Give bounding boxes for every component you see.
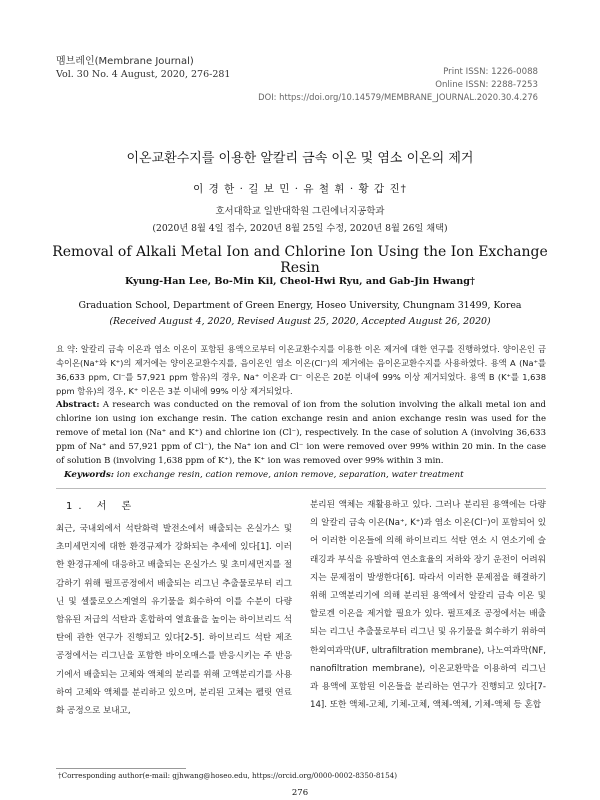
keywords <box>64 470 554 480</box>
authors-english: Kyung-Han Lee, Bo-Min Kil, Cheol-Hwi Ryu, and Gab-Jin Hwang† <box>125 276 475 287</box>
dates-korean: (2020년 8월 4일 접수, 2020년 8월 25일 수정, 2020년 8월 26일 채택) <box>152 223 448 234</box>
authors-korean: 이 경 한 · 길 보 민 · 유 철 휘 · 황 갑 진† <box>193 183 407 195</box>
abstract-english <box>56 398 546 468</box>
page-number: 276 <box>291 788 309 798</box>
body-column-left: 최근, 국내외에서 석탄화력 발전소에서 배출되는 온실가스 및 초미세먼지에 대한 환경규제가 강화되는 추세에 있다[1]. 이러한 환경규제에 대응하고 배출되는 온실가스 및 초미세먼지를 절감하기 위해 펄프공정에서 배출되는 리그닌 추출물로부터 리그닌 및 셀룰로오스계열의 유기물을 회수하여 이를 수분이 다량 함유된 저급의 석탄과 혼합하여 열효율을 높이는 하이브리드 석탄에 관한 연구가 진행되고 있다[2-5]. 하이브리드 석탄 제조 공정에서는 리그닌을 포함한 바이오매스를 반응시키는 주 반응기에서 배출되는 고체와 액체의 분리를 위해 고액분리기를 사용하여 고체와 액체를 분리하고 있으며, 분리된 고체는 펠릿 연료화 공정으로 보내고, <box>56 524 292 717</box>
abstract-korean: 요 약: 알칼리 금속 이온과 염소 이온이 포함된 용액으로부터 이온교환수지를 이용한 이온 제거에 대한 연구를 진행하였다. 양이온인 금속이온(Na⁺와 K⁺)의 제거에는 양이온교환수지를, 음이온인 염소 이온(Cl⁻)의 제거에는 음이온교환수지를 사용하였다. 용액 A (Na⁺를 36,633 ppm, Cl⁻를 57,921 ppm 함유)의 경우, Na⁺ 이온과 Cl⁻ 이온은 20분 이내에 99% 이상 제거되었다. 용액 B (K⁺를 1,638 ppm 함유)의 경우, K⁺ 이온은 3분 이내에 99% 이상 제거되었다. <box>56 344 546 396</box>
title-korean: 이온교환수지를 이용한 알칼리 금속 이온 및 염소 이온의 제거 <box>126 151 474 166</box>
footnote-divider <box>56 768 186 769</box>
section-divider <box>56 488 546 489</box>
abstract-label: Abstract: <box>56 400 100 410</box>
keywords-text: ion exchange resin, cation remove, anion remove, separation, water treatment <box>116 470 464 480</box>
affiliation-korean: 호서대학교 일반대학원 그린에너지공학과 <box>215 206 385 217</box>
dates-english: (Received August 4, 2020, Revised August 25, 2020, Accepted August 26, 2020) <box>109 316 491 327</box>
body-column-right: 분리된 액체는 재활용하고 있다. 그러나 분리된 용액에는 다량의 알칼리 금속 이온(Na⁺, K⁺)과 염소 이온(Cl⁻)이 포함되어 있어 이러한 이온들에 의해 하이브리드 석탄 연소 시 연소기에 슬래깅과 부식을 유발하여 연소효율의 저하와 장기 운전이 어려워지는 문제점이 발생한다[6]. 따라서 이러한 문제점을 해결하기 위해 고액분리기에 의해 분리된 용액에서 알칼리 금속 이온 및 할로겐 이온을 제거할 필요가 있다. 펄프제조 공정에서는 배출되는 리그닌 추출물로부터 리그닌 및 유기물을 회수하기 위하여 한외여과막(UF, ultrafiltration membrane), 나노여과막(NF, nanofiltration membrane), 이온교환막을 이용하여 리그닌과 용액에 포함된 이온들을 분리하는 연구가 진행되고 있다[7-14]. 또한 액체-고체, 기체-고체, 액체-액체, 기체-액체 등 혼합 <box>310 500 546 711</box>
online-issn: Online ISSN: 2288-7253 <box>435 80 538 90</box>
section-heading: 1. 서 론 <box>66 501 138 512</box>
journal-name: 멤브레인(Membrane Journal) <box>56 56 194 67</box>
affiliation-english: Graduation School, Department of Green Energy, Hoseo University, Chungnam 31499, Korea <box>78 300 522 311</box>
print-issn: Print ISSN: 1226-0088 <box>443 67 538 77</box>
title-english: Removal of Alkali Metal Ion and Chlorine Ion Using the Ion Exchange Resin <box>52 244 548 276</box>
doi-link[interactable]: DOI: https://doi.org/10.14579/MEMBRANE_JOURNAL.2020.30.4.276 <box>258 92 538 102</box>
corresponding-author-footnote: †Corresponding author(e-mail: gjhwang@hoseo.edu, https://orcid.org/0000-0002-8350-8154) <box>58 771 398 780</box>
keywords-label: Keywords: <box>64 470 114 480</box>
journal-volume: Vol. 30 No. 4 August, 2020, 276-281 <box>56 69 231 80</box>
abstract-text: A research was conducted on the removal of ion from the solution involving the alkali metal ion and chlorine ion using ion exchange resin. The cation exchange resin and anion exchange resin was used for the remove of metal ion (Na⁺ and K⁺) and chlorine ion (Cl⁻), respectively. In the case of solution A (involving 36,633 ppm of Na⁺ and 57,921 ppm of Cl⁻), the Na⁺ ion and Cl⁻ ion were removed over 99% within 20 min. In the case of solution B (involving 1,638 ppm of K⁺), the K⁺ ion was removed over 99% within 3 min. <box>56 400 546 466</box>
